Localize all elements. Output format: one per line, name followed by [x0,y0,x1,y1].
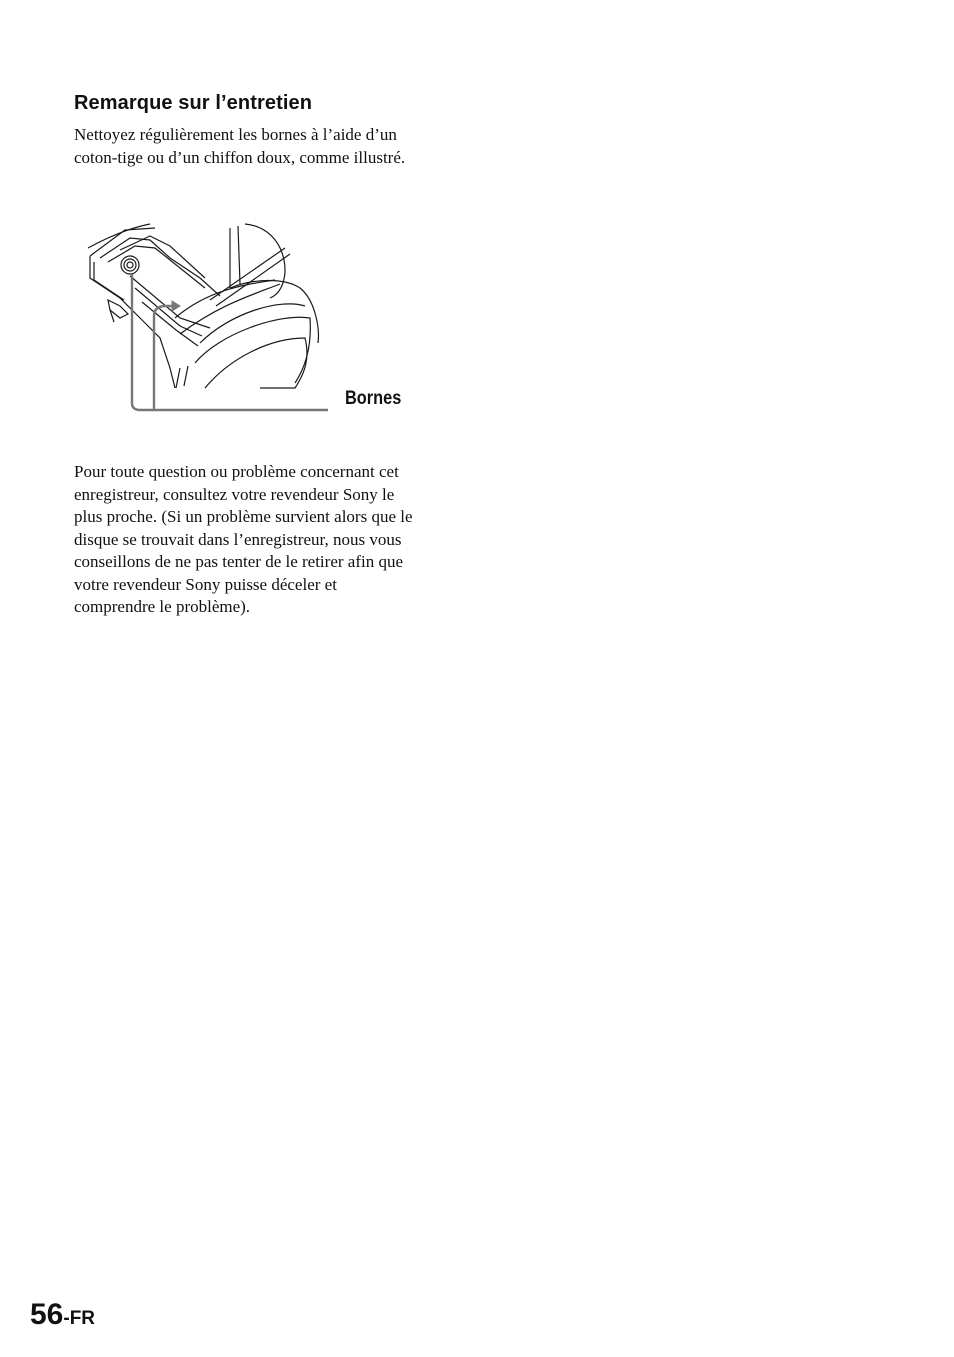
device-top-edge [88,224,150,248]
terminals-label: Bornes [345,388,402,409]
support-paragraph: Pour toute question ou problème concernant cet enregistreur, consultez votre revendeur Sony le plus proche. (Si un problème survient alors que le disque se trouvait dans l’enregistreur, nous vous conseillons de ne pas tenter de le retirer afin que votre revendeur Sony puisse déceler et comprendre le problème). [74,462,413,616]
cleaning-instructions: Nettoyez régulièrement les bornes à l’aide d’un coton-tige ou d’un chiffon doux, comme illustré. [74,125,406,167]
disc-edge [245,224,285,298]
section-heading: Remarque sur l’entretien [74,92,313,114]
page-number-suffix: -FR [63,1308,96,1329]
page-number [30,1300,95,1330]
battery-compartment [100,238,220,296]
page-number-value: 56 [30,1298,64,1331]
